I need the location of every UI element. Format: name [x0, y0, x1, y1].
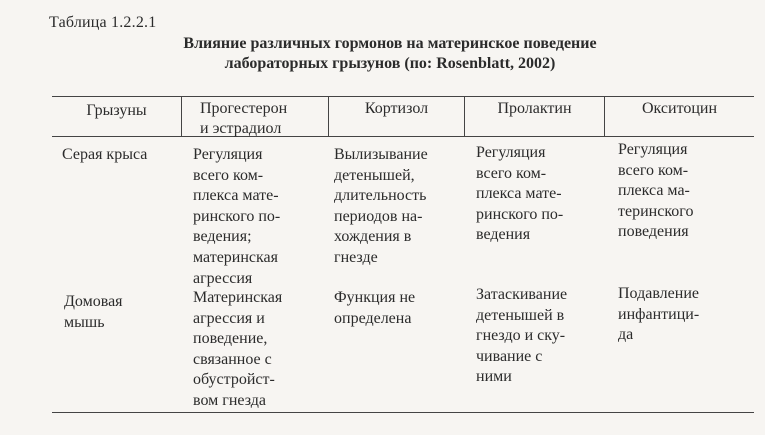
row-1-prolactin: Регуляция всего ком- плекса мате- ринского по- ведения	[476, 144, 564, 244]
row-1-rodent: Серая крыса	[62, 146, 148, 163]
table-top-rule	[52, 96, 754, 97]
row-1-progesterone: Регуляция всего ком- плекса мате- ринского по- ведения; материнская агрессия	[193, 146, 281, 287]
row-2-prolactin: Затаскивание детенышей в гнездо и ску- чивание с ними	[476, 286, 568, 386]
caption-line-2: лабораторных грызунов (по: Rosenblatt, 2002)	[224, 55, 556, 72]
table-caption	[100, 34, 680, 74]
header-oxytocin: Окситоцин	[641, 100, 718, 117]
row-1-oxytocin: Регуляция всего ком- плекса ма- теринского поведения	[618, 141, 694, 241]
header-cortisol: Кортизол	[364, 100, 429, 117]
table-number: Таблица 1.2.2.1	[49, 14, 157, 31]
row-2-oxytocin: Подавление инфантици- да	[618, 285, 700, 344]
table-header-rule	[52, 136, 754, 137]
header-progesterone: Прогестерон и эстрадиол	[200, 100, 288, 137]
row-1-cortisol: Вылизывание детенышей, длительность периодов на- хождения в гнезде	[334, 146, 428, 266]
table-bottom-rule	[52, 412, 754, 413]
header-rodents: Грызуны	[86, 102, 147, 119]
row-2-progesterone: Материнская агрессия и поведение, связанное с обустройст- вом гнезда	[193, 289, 283, 409]
caption-line-1: Влияние различных гормонов на материнское поведение	[183, 35, 597, 52]
row-2-cortisol: Функция не определена	[334, 289, 416, 327]
header-prolactin: Пролактин	[497, 100, 572, 117]
row-2-rodent: Домовая мышь	[64, 293, 123, 331]
